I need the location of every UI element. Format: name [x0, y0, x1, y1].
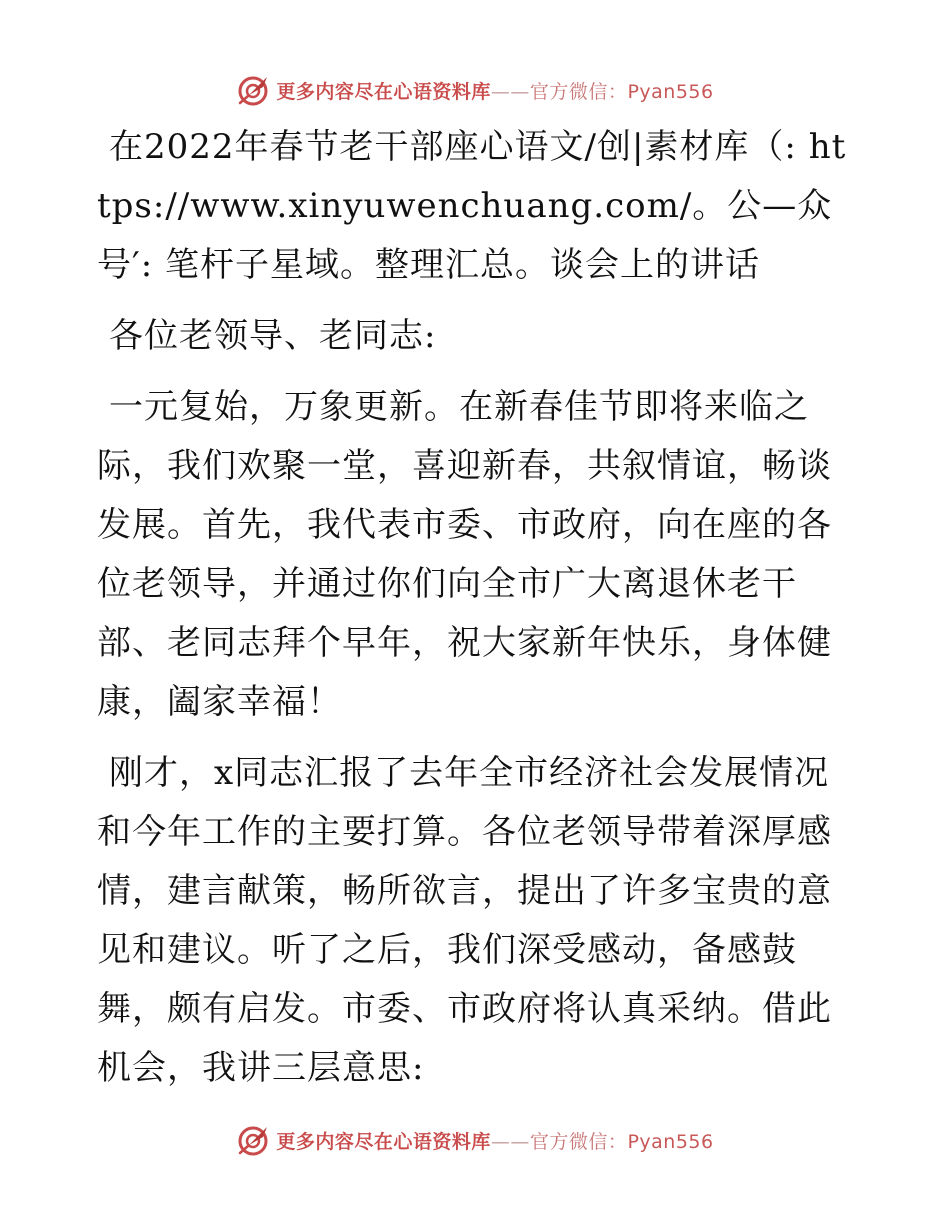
watermark-wechat-id: Pyan556 — [627, 1130, 714, 1153]
document-body — [97, 118, 857, 1110]
watermark-wechat-id: Pyan556 — [627, 80, 714, 103]
watermark-text — [276, 77, 713, 104]
watermark-dash: —— — [490, 80, 530, 103]
paragraph-greeting: 一元复始，万象更新。在新春佳节即将来临之际，我们欢聚一堂，喜迎新春，共叙情谊，畅谈发展。首先，我代表市委、市政府，向在座的各位老领导，并通过你们向全市广大离退休老干部、老同志拜个早年，祝大家新年快乐，身体健康，阖家幸福！ — [97, 387, 832, 722]
watermark-brand: 更多内容尽在心语资料库 — [276, 1130, 491, 1153]
watermark-text — [276, 1127, 713, 1154]
quill-circle-logo-icon — [236, 73, 270, 107]
paragraph-remarks: 刚才，x同志汇报了去年全市经济社会发展情况和今年工作的主要打算。各位老领导带着深厚感情，建言献策，畅所欲言，提出了许多宝贵的意见和建议。听了之后，我们深受感动，备感鼓舞，颇有启发。市委、市政府将认真采纳。借此机会，我讲三层意思: — [97, 753, 832, 1088]
watermark-brand: 更多内容尽在心语资料库 — [276, 80, 491, 103]
paragraph-title: 在2022年春节老干部座心语文/创|素材库（: https://www.xinyuwenchuang.com/。公—众号′: 笔杆子星域。整理汇总。谈会上的讲话 — [97, 127, 847, 285]
watermark-wechat-label: 官方微信： — [529, 1130, 628, 1153]
paragraph-salutation: 各位老领导、老同志: — [109, 316, 437, 356]
watermark-footer — [0, 1122, 950, 1158]
watermark-header — [0, 72, 950, 108]
watermark-dash: —— — [490, 1130, 530, 1153]
quill-circle-logo-icon — [236, 1123, 270, 1157]
watermark-wechat-label: 官方微信： — [529, 80, 628, 103]
